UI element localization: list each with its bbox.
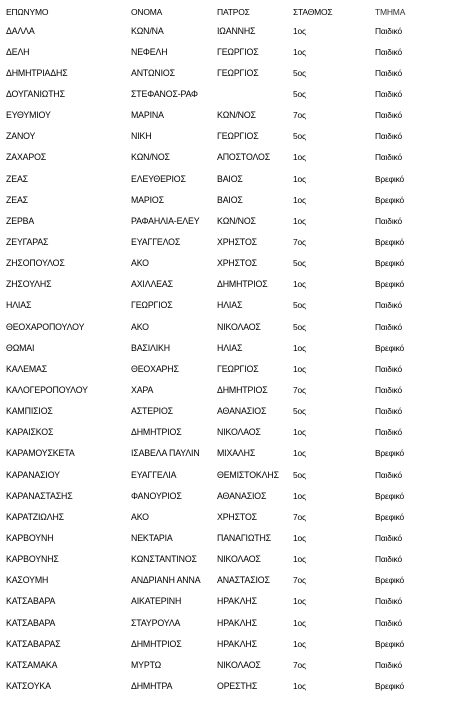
- cell-father: ΗΛΙΑΣ: [217, 342, 243, 353]
- cell-father: ΧΡΗΣΤΟΣ: [217, 258, 257, 269]
- cell-father: ΜΙΧΑΛΗΣ: [217, 448, 256, 459]
- cell-surname: ΔΕΛΗ: [6, 46, 30, 57]
- cell-dept: Παιδικό: [375, 617, 402, 628]
- cell-father: ΝΙΚΟΛΑΟΣ: [217, 659, 261, 670]
- cell-dept: Παιδικό: [375, 469, 402, 480]
- table-row: [6, 316, 468, 337]
- table-row: [6, 379, 468, 400]
- cell-father: ΝΙΚΟΛΑΟΣ: [217, 427, 261, 438]
- cell-grade: 1ος: [293, 342, 306, 353]
- cell-father: [217, 83, 293, 104]
- cell-name: ΝΕΚΤΑΡΙΑ: [131, 532, 173, 543]
- cell-surname: ΕΥΘΥΜΙΟΥ: [6, 110, 51, 121]
- cell-grade: 5ος: [293, 469, 306, 480]
- cell-name: ΚΩΝ/ΝΑ: [131, 25, 164, 36]
- cell-surname: ΚΑΡΑΝΑΣΙΟΥ: [6, 469, 60, 480]
- cell-father: ΟΡΕΣΤΗΣ: [217, 680, 258, 691]
- cell-father: ΗΡΑΚΛΗΣ: [217, 596, 257, 607]
- table-row: [6, 189, 468, 210]
- cell-father: ΠΑΝΑΓΙΩΤΗΣ: [217, 532, 271, 543]
- cell-father: ΚΩΝ/ΝΟΣ: [217, 110, 256, 121]
- cell-surname: ΚΑΤΣΑΒΑΡΑ: [6, 596, 56, 607]
- cell-surname: ΔΗΜΗΤΡΙΑΔΗΣ: [6, 67, 68, 78]
- table-row: [6, 147, 468, 168]
- cell-father: ΑΘΑΝΑΣΙΟΣ: [217, 490, 267, 501]
- cell-grade: 1ος: [293, 617, 306, 628]
- cell-dept: Βρεφικό: [375, 575, 405, 586]
- cell-dept: Παιδικό: [375, 300, 402, 311]
- cell-dept: Παιδικό: [375, 67, 402, 78]
- table-row: [6, 83, 468, 104]
- cell-grade: 5ος: [293, 300, 306, 311]
- cell-dept: Παιδικό: [375, 152, 402, 163]
- cell-grade: 1ος: [293, 554, 306, 565]
- cell-name: ΝΕΦΕΛΗ: [131, 46, 168, 57]
- cell-dept: Βρεφικό: [375, 490, 405, 501]
- cell-name: ΧΑΡΑ: [131, 384, 154, 395]
- cell-name: ΑΝΤΩΝΙΟΣ: [131, 67, 175, 78]
- cell-name: ΔΗΜΗΤΡΑ: [131, 680, 173, 691]
- cell-grade: 7ος: [293, 511, 306, 522]
- cell-dept: Βρεφικό: [375, 258, 405, 269]
- cell-grade: 1ος: [293, 46, 306, 57]
- table-row: [6, 126, 468, 147]
- cell-surname: ΚΑΡΒΟΥΝΗΣ: [6, 554, 59, 565]
- cell-grade: 1ος: [293, 152, 306, 163]
- cell-grade: 1ος: [293, 215, 306, 226]
- cell-dept: Παιδικό: [375, 384, 402, 395]
- table-row: [6, 527, 468, 548]
- cell-father: ΑΘΑΝΑΣΙΟΣ: [217, 406, 267, 417]
- cell-surname: ΚΑΤΣΑΒΑΡΑΣ: [6, 638, 61, 649]
- cell-grade: 7ος: [293, 110, 306, 121]
- cell-surname: ΚΑΣΟΥΜΗ: [6, 575, 49, 586]
- cell-grade: 1ος: [293, 448, 306, 459]
- cell-surname: ΚΑΤΣΑΜΑΚΑ: [6, 659, 58, 670]
- cell-father: ΓΕΩΡΓΙΟΣ: [217, 363, 259, 374]
- table-row: [6, 105, 468, 126]
- table-row: [6, 506, 468, 527]
- cell-father: ΓΕΩΡΓΙΟΣ: [217, 67, 259, 78]
- cell-surname: ΖΗΣΟΠΟΥΛΟΣ: [6, 258, 65, 269]
- cell-dept: Παιδικό: [375, 554, 402, 565]
- cell-name: ΝΙΚΗ: [131, 131, 152, 142]
- cell-name: ΒΑΣΙΛΙΚΗ: [131, 342, 170, 353]
- table-row: [6, 168, 468, 189]
- table-row: [6, 401, 468, 422]
- cell-name: ΘΕΟΧΑΡΗΣ: [131, 363, 179, 374]
- cell-grade: 5ος: [293, 258, 306, 269]
- cell-name: ΑΙΚΑΤΕΡΙΝΗ: [131, 596, 182, 607]
- enrollment-table: [6, 3, 468, 697]
- cell-surname: ΖΗΣΟΥΛΗΣ: [6, 279, 52, 290]
- table-row: [6, 41, 468, 62]
- cell-father: ΓΕΩΡΓΙΟΣ: [217, 46, 259, 57]
- table-row: [6, 210, 468, 231]
- cell-dept: Βρεφικό: [375, 194, 405, 205]
- cell-dept: Παιδικό: [375, 532, 402, 543]
- cell-father: ΑΠΟΣΤΟΛΟΣ: [217, 152, 271, 163]
- cell-dept: Βρεφικό: [375, 173, 405, 184]
- cell-grade: 5ος: [293, 321, 306, 332]
- cell-grade: 1ος: [293, 363, 306, 374]
- cell-grade: 1ος: [293, 532, 306, 543]
- cell-grade: 7ος: [293, 384, 306, 395]
- cell-name: ΦΑΝΟΥΡΙΟΣ: [131, 490, 182, 501]
- column-header-name: ΟΝΟΜΑ: [131, 6, 163, 17]
- cell-surname: ΚΑΡΑΜΟΥΣΚΕΤΑ: [6, 448, 75, 459]
- table-row: [6, 358, 468, 379]
- cell-dept: Παιδικό: [375, 215, 402, 226]
- cell-name: ΕΥΑΓΓΕΛΙΑ: [131, 469, 177, 480]
- cell-name: ΓΕΩΡΓΙΟΣ: [131, 300, 173, 311]
- cell-father: ΗΡΑΚΛΗΣ: [217, 617, 257, 628]
- cell-grade: 1ος: [293, 173, 306, 184]
- table-row: [6, 612, 468, 633]
- cell-father: ΒΑΙΟΣ: [217, 194, 243, 205]
- cell-name: ΣΤΑΥΡΟΥΛΑ: [131, 617, 181, 628]
- cell-dept: Παιδικό: [375, 88, 402, 99]
- cell-father: ΔΗΜΗΤΡΙΟΣ: [217, 384, 268, 395]
- cell-name: ΕΥΑΓΓΕΛΟΣ: [131, 236, 181, 247]
- cell-father: ΧΡΗΣΤΟΣ: [217, 511, 257, 522]
- cell-dept: Παιδικό: [375, 131, 402, 142]
- cell-dept: Βρεφικό: [375, 236, 405, 247]
- column-header-department: ΤΜΗΜΑ: [375, 6, 406, 17]
- cell-father: ΗΡΑΚΛΗΣ: [217, 638, 257, 649]
- cell-grade: 1ος: [293, 638, 306, 649]
- column-header-grade: ΣΤΑΘΜΟΣ: [293, 6, 333, 17]
- cell-dept: Βρεφικό: [375, 448, 405, 459]
- cell-surname: ΖΕΑΣ: [6, 194, 28, 205]
- header-row: [6, 3, 468, 20]
- cell-grade: 1ος: [293, 680, 306, 691]
- cell-surname: ΚΑΛΕΜΑΣ: [6, 363, 48, 374]
- cell-father: ΗΛΙΑΣ: [217, 300, 243, 311]
- cell-name: ΑΝΔΡΙΑΝΗ ΑΝΝΑ: [131, 575, 201, 586]
- cell-surname: ΚΑΤΣΟΥΚΑ: [6, 680, 51, 691]
- cell-surname: ΚΑΡΒΟΥΝΗ: [6, 532, 54, 543]
- cell-father: ΒΑΙΟΣ: [217, 173, 243, 184]
- cell-dept: Βρεφικό: [375, 279, 405, 290]
- table-row: [6, 62, 468, 83]
- cell-surname: ΚΑΡΑΝΑΣΤΑΣΗΣ: [6, 490, 73, 501]
- cell-father: ΙΩΑΝΝΗΣ: [217, 25, 256, 36]
- table-row: [6, 443, 468, 464]
- cell-dept: Βρεφικό: [375, 638, 405, 649]
- cell-surname: ΖΑΧΑΡΟΣ: [6, 152, 47, 163]
- cell-name: ΜΑΡΙΟΣ: [131, 194, 164, 205]
- table-row: [6, 20, 468, 41]
- cell-name: ΣΤΕΦΑΝΟΣ-ΡΑΦ: [131, 88, 198, 99]
- table-row: [6, 274, 468, 295]
- cell-name: ΕΛΕΥΘΕΡΙΟΣ: [131, 173, 186, 184]
- cell-dept: Βρεφικό: [375, 342, 405, 353]
- cell-name: ΑΣΤΕΡΙΟΣ: [131, 406, 173, 417]
- cell-father: ΔΗΜΗΤΡΙΟΣ: [217, 279, 268, 290]
- cell-dept: Παιδικό: [375, 25, 402, 36]
- cell-surname: ΖΕΥΓΑΡΑΣ: [6, 236, 49, 247]
- cell-surname: ΚΑΡΑΙΣΚΟΣ: [6, 427, 54, 438]
- cell-name: ΡΑΦΑΗΛΙΑ-ΕΛΕΥ: [131, 215, 200, 226]
- cell-father: ΚΩΝ/ΝΟΣ: [217, 215, 256, 226]
- cell-grade: 1ος: [293, 279, 306, 290]
- cell-father: ΓΕΩΡΓΙΟΣ: [217, 131, 259, 142]
- cell-name: ΜΑΡΙΝΑ: [131, 110, 164, 121]
- table-row: [6, 549, 468, 570]
- cell-surname: ΖΑΝΟΥ: [6, 131, 36, 142]
- cell-father: ΝΙΚΟΛΑΟΣ: [217, 554, 261, 565]
- cell-dept: Βρεφικό: [375, 680, 405, 691]
- cell-father: ΝΙΚΟΛΑΟΣ: [217, 321, 261, 332]
- table-row: [6, 654, 468, 675]
- cell-surname: ΚΑΡΑΤΖΙΩΛΗΣ: [6, 511, 64, 522]
- cell-father: ΘΕΜΙΣΤΟΚΛΗΣ: [217, 469, 279, 480]
- cell-name: ΙΣΑΒΕΛΑ ΠΑΥΛΙΝ: [131, 448, 200, 459]
- cell-dept: Παιδικό: [375, 406, 402, 417]
- cell-dept: Βρεφικό: [375, 511, 405, 522]
- cell-name: ΑΚΟ: [131, 511, 149, 522]
- cell-name: ΚΩΝ/ΝΟΣ: [131, 152, 170, 163]
- cell-surname: ΖΕΑΣ: [6, 173, 28, 184]
- cell-grade: 5ος: [293, 88, 306, 99]
- cell-name: ΑΧΙΛΛΕΑΣ: [131, 279, 173, 290]
- cell-surname: ΚΑΛΟΓΕΡΟΠΟΥΛΟΥ: [6, 384, 88, 395]
- cell-grade: 1ος: [293, 427, 306, 438]
- cell-surname: ΗΛΙΑΣ: [6, 300, 32, 311]
- cell-surname: ΚΑΤΣΑΒΑΡΑ: [6, 617, 56, 628]
- cell-surname: ΖΕΡΒΑ: [6, 215, 35, 226]
- cell-grade: 7ος: [293, 236, 306, 247]
- cell-surname: ΘΩΜΑΙ: [6, 342, 35, 353]
- cell-name: ΔΗΜΗΤΡΙΟΣ: [131, 638, 182, 649]
- cell-grade: 1ος: [293, 194, 306, 205]
- cell-name: ΑΚΟ: [131, 258, 149, 269]
- table-row: [6, 675, 468, 696]
- cell-name: ΚΩΝΣΤΑΝΤΙΝΟΣ: [131, 554, 197, 565]
- table-row: [6, 464, 468, 485]
- table-row: [6, 591, 468, 612]
- cell-grade: 1ος: [293, 25, 306, 36]
- table-row: [6, 570, 468, 591]
- cell-grade: 5ος: [293, 67, 306, 78]
- cell-dept: Παιδικό: [375, 363, 402, 374]
- cell-dept: Παιδικό: [375, 321, 402, 332]
- cell-father: ΑΝΑΣΤΑΣΙΟΣ: [217, 575, 270, 586]
- cell-surname: ΔΟΥΓΑΝΙΩΤΗΣ: [6, 88, 65, 99]
- cell-dept: Παιδικό: [375, 659, 402, 670]
- cell-name: ΔΗΜΗΤΡΙΟΣ: [131, 427, 182, 438]
- table-row: [6, 337, 468, 358]
- cell-grade: 1ος: [293, 596, 306, 607]
- cell-dept: Παιδικό: [375, 427, 402, 438]
- cell-name: ΜΥΡΤΩ: [131, 659, 162, 670]
- cell-name: ΑΚΟ: [131, 321, 149, 332]
- cell-grade: 7ος: [293, 659, 306, 670]
- table-header: [6, 3, 468, 20]
- cell-father: ΧΡΗΣΤΟΣ: [217, 236, 257, 247]
- table-row: [6, 295, 468, 316]
- table-row: [6, 633, 468, 654]
- table-row: [6, 231, 468, 252]
- cell-dept: Παιδικό: [375, 110, 402, 121]
- cell-surname: ΚΑΜΠΙΣΙΟΣ: [6, 406, 53, 417]
- table-body: [6, 20, 468, 697]
- cell-grade: 5ος: [293, 131, 306, 142]
- column-header-father: ΠΑΤΡΟΣ: [217, 6, 250, 17]
- cell-grade: 1ος: [293, 490, 306, 501]
- table-row: [6, 422, 468, 443]
- cell-grade: 5ος: [293, 406, 306, 417]
- table-row: [6, 485, 468, 506]
- table-row: [6, 253, 468, 274]
- cell-grade: 7ος: [293, 575, 306, 586]
- column-header-surname: ΕΠΩΝΥΜΟ: [6, 6, 49, 17]
- cell-surname: ΔΑΛΛΑ: [6, 25, 35, 36]
- cell-dept: Παιδικό: [375, 596, 402, 607]
- cell-dept: Παιδικό: [375, 46, 402, 57]
- cell-surname: ΘΕΟΧΑΡΟΠΟΥΛΟΥ: [6, 321, 85, 332]
